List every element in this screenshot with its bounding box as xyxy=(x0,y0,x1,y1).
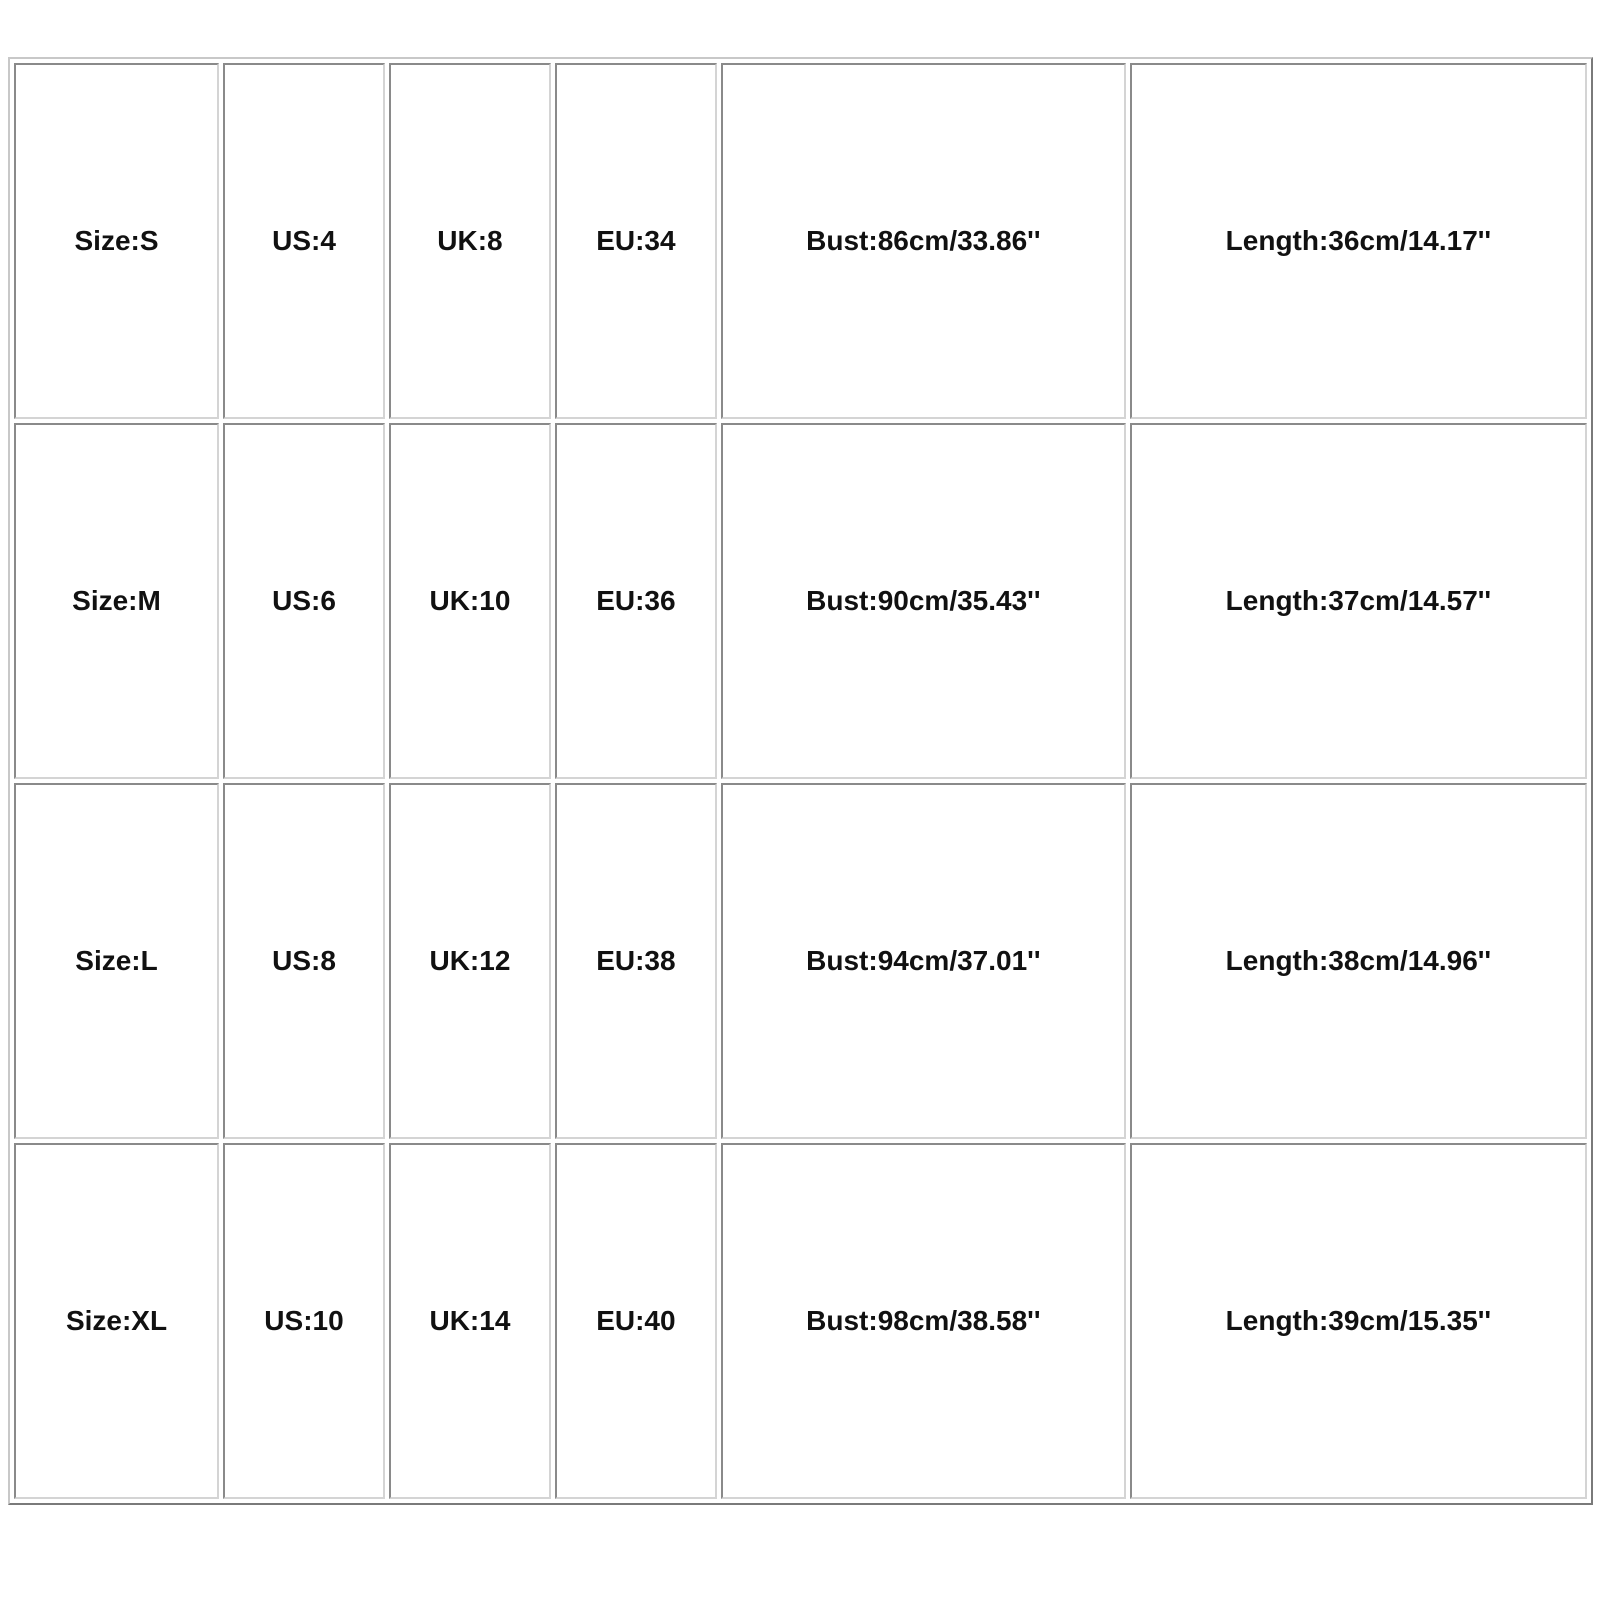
eu-size-cell: EU:34 xyxy=(555,63,717,419)
size-row-xl xyxy=(14,1143,1587,1499)
eu-size-cell: EU:36 xyxy=(555,423,717,779)
uk-size-cell: UK:8 xyxy=(389,63,551,419)
size-cell: Size:S xyxy=(14,63,219,419)
length-cell: Length:39cm/15.35'' xyxy=(1130,1143,1587,1499)
size-cell: Size:XL xyxy=(14,1143,219,1499)
us-size-cell: US:10 xyxy=(223,1143,385,1499)
size-row-s xyxy=(14,63,1587,419)
uk-size-cell: UK:12 xyxy=(389,783,551,1139)
uk-size-cell: UK:14 xyxy=(389,1143,551,1499)
bust-cell: Bust:94cm/37.01'' xyxy=(721,783,1126,1139)
size-cell: Size:M xyxy=(14,423,219,779)
us-size-cell: US:6 xyxy=(223,423,385,779)
size-cell: Size:L xyxy=(14,783,219,1139)
bust-cell: Bust:90cm/35.43'' xyxy=(721,423,1126,779)
us-size-cell: US:8 xyxy=(223,783,385,1139)
uk-size-cell: UK:10 xyxy=(389,423,551,779)
bust-cell: Bust:98cm/38.58'' xyxy=(721,1143,1126,1499)
size-row-m xyxy=(14,423,1587,779)
length-cell: Length:36cm/14.17'' xyxy=(1130,63,1587,419)
bust-cell: Bust:86cm/33.86'' xyxy=(721,63,1126,419)
size-row-l xyxy=(14,783,1587,1139)
length-cell: Length:38cm/14.96'' xyxy=(1130,783,1587,1139)
length-cell: Length:37cm/14.57'' xyxy=(1130,423,1587,779)
size-chart-table xyxy=(8,57,1593,1505)
eu-size-cell: EU:38 xyxy=(555,783,717,1139)
us-size-cell: US:4 xyxy=(223,63,385,419)
eu-size-cell: EU:40 xyxy=(555,1143,717,1499)
